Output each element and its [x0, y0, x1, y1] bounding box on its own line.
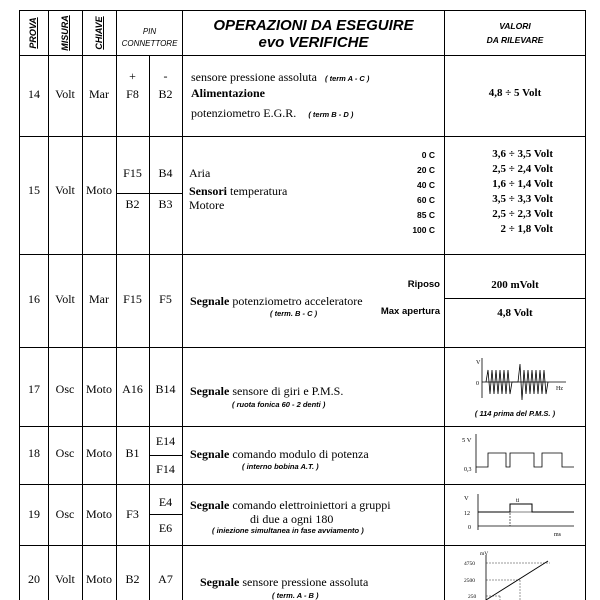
pin-a2-cell: B2 [125, 197, 140, 211]
value-item: 2,5 ÷ 2,4 Volt [492, 163, 553, 175]
value-max-apertura: 4,8 Volt [497, 307, 533, 319]
op-line3: potenziometro E.G.R. [191, 106, 297, 120]
pin-b2-cell: B3 [158, 197, 173, 211]
pin-sign-minus: - [163, 69, 168, 83]
pin-b2-cell: F14 [156, 462, 175, 476]
misura-cell: Volt [55, 292, 75, 306]
op-label-rest: comando elettroiniettori a gruppi [229, 498, 391, 512]
pin-a-cell: B2 [125, 572, 140, 586]
graph-2500-label: 2500 [464, 578, 475, 584]
pin-a-cell: F3 [126, 507, 139, 521]
pin-sign-plus: + [129, 69, 136, 83]
pin-b1-cell: E4 [158, 495, 173, 509]
temp-item: 60 C [417, 195, 435, 205]
operation-text [200, 573, 368, 591]
temp-item: 40 C [417, 180, 435, 190]
value-item: 2 ÷ 1,8 Volt [500, 223, 553, 235]
pressure-sensor-graph [460, 549, 560, 600]
chiave-cell: Mar [89, 292, 109, 306]
graph-y-label: 5 V [462, 437, 472, 444]
pin-b-cell: A7 [158, 572, 173, 586]
op-label-bold: Segnale [190, 498, 230, 512]
pin-a1-cell: F15 [123, 166, 142, 180]
op-note: ( ruota fonica 60 - 2 denti ) [232, 400, 326, 409]
temp-item: 85 C [417, 210, 435, 220]
chiave-cell: Moto [85, 382, 112, 396]
misura-cell: Volt [55, 572, 75, 586]
prova-cell: 18 [28, 446, 40, 460]
rpm-sensor-waveform [474, 354, 574, 402]
graph-y-label: V [464, 495, 469, 502]
operation-text [190, 292, 363, 310]
op-line1: sensore pressione assoluta [191, 70, 317, 84]
value-list [445, 148, 553, 238]
op-line3-note: ( term B - D ) [308, 110, 354, 119]
op-label-rest: sensore di giri e P.M.S. [229, 384, 344, 398]
operation-text [189, 166, 287, 214]
graph-y-label: mV [480, 551, 489, 557]
misura-cell: Osc [55, 507, 75, 521]
value-cell: 4,8 ÷ 5 Volt [488, 87, 542, 99]
pin-b-cell: B14 [155, 382, 176, 396]
value-item: 1,6 ÷ 1,4 Volt [492, 178, 553, 190]
power-module-waveform [462, 431, 580, 477]
temp-item: 100 C [412, 225, 435, 235]
value-item: 3,6 ÷ 3,5 Volt [492, 148, 553, 160]
header-valori-line1: VALORI [499, 21, 531, 31]
op-label-bold: Segnale [190, 294, 230, 308]
misura-cell: Osc [55, 446, 75, 460]
op-note: ( term. A - B ) [272, 591, 319, 600]
chiave-cell: Moto [85, 446, 112, 460]
prova-cell: 17 [28, 382, 40, 396]
op-note: ( interno bobina A.T. ) [242, 462, 319, 471]
misura-cell: Volt [55, 87, 75, 101]
graph-ti-label: ti [516, 498, 520, 504]
value-item: 2,5 ÷ 2,3 Volt [492, 208, 553, 220]
chiave-cell: Mar [89, 87, 109, 101]
operation-text [191, 68, 369, 122]
misura-cell: Osc [55, 382, 75, 396]
graph-0-label: 0 [468, 525, 471, 531]
pin-b1-cell: B4 [158, 166, 173, 180]
op-line2-rest: temperatura [227, 184, 288, 198]
state-max-apertura: Max apertura [380, 306, 440, 317]
op-line2: Alimentazione [191, 86, 265, 100]
column-header-misura: MISURA [60, 15, 70, 51]
pin-a-cell: F8 [126, 87, 139, 101]
op-label-bold: Segnale [190, 447, 230, 461]
pin-b-cell: F5 [159, 292, 172, 306]
pin-b-cell: B2 [158, 87, 173, 101]
chiave-cell: Moto [85, 572, 112, 586]
temp-item: 0 C [421, 150, 435, 160]
op-line3: Motore [189, 198, 225, 212]
chiave-cell: Moto [85, 507, 112, 521]
op-label-bold: Segnale [200, 575, 240, 589]
op-line1-note: ( term A - C ) [324, 74, 370, 83]
graph-zero-label: 0 [476, 381, 479, 387]
operation-text [190, 382, 343, 400]
header-title-line2: evo VERIFICHE [258, 34, 369, 51]
pin-a-cell: F15 [123, 292, 142, 306]
prova-cell: 15 [28, 183, 40, 197]
column-header-chiave: CHIAVE [94, 16, 104, 50]
header-valori-line2: DA RILEVARE [486, 35, 544, 45]
value-note: ( 114 prima del P.M.S. ) [474, 409, 556, 418]
op-label-rest: comando modulo di potenza [229, 447, 369, 461]
column-header-pin: PIN [142, 27, 157, 36]
column-header-title [183, 17, 444, 51]
column-header-prova: PROVA [28, 17, 38, 49]
op-line2-bold: Sensori [189, 184, 228, 198]
injector-waveform [462, 490, 580, 540]
graph-4750-label: 4750 [464, 561, 475, 567]
misura-cell: Volt [55, 183, 75, 197]
op-label-bold: Segnale [190, 384, 230, 398]
op-label-rest: potenziometro acceleratore [229, 294, 363, 308]
value-riposo: 200 mVolt [491, 279, 539, 291]
pin-a-cell: A16 [122, 382, 143, 396]
chiave-cell: Moto [85, 183, 112, 197]
pin-b1-cell: E14 [155, 434, 176, 448]
graph-low-label: 0,3 [464, 467, 472, 473]
graph-250-label: 250 [468, 594, 477, 600]
op-line2: di due a ogni 180 [250, 512, 334, 526]
op-note: ( term. B - C ) [270, 309, 318, 318]
prova-cell: 20 [28, 572, 40, 586]
operation-text [190, 445, 369, 463]
op-line1: Aria [189, 166, 211, 180]
state-riposo: Riposo [407, 279, 440, 290]
prova-cell: 14 [28, 87, 40, 101]
graph-12-label: 12 [464, 511, 470, 517]
column-header-connettore: CONNETTORE [121, 39, 178, 48]
op-label-rest: sensore pressione assoluta [239, 575, 369, 589]
temperature-list [395, 150, 435, 240]
value-item: 3,5 ÷ 3,3 Volt [492, 193, 553, 205]
graph-x-label: Hz [556, 386, 563, 392]
graph-x-label: ms [554, 532, 562, 538]
temp-item: 20 C [417, 165, 435, 175]
column-header-valori [445, 19, 585, 47]
pin-a-cell: B1 [125, 446, 140, 460]
prova-cell: 16 [28, 292, 40, 306]
pin-b2-cell: E6 [158, 521, 173, 535]
graph-y-label: V [476, 360, 481, 366]
header-title-line1: OPERAZIONI DA ESEGUIRE [213, 17, 414, 34]
prova-cell: 19 [28, 507, 40, 521]
op-note: ( iniezione simultanea in fase avviamento ) [212, 526, 364, 535]
